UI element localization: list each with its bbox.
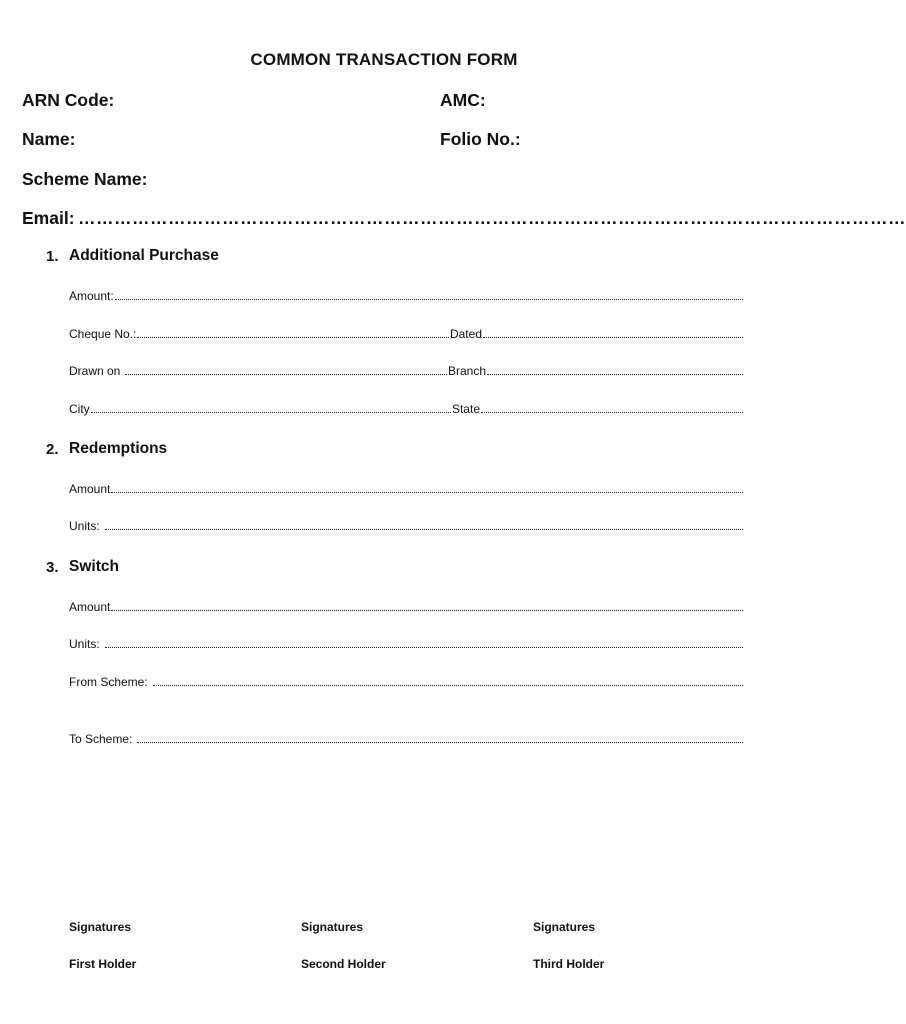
section-3-title: Switch bbox=[69, 558, 119, 575]
to-scheme-row bbox=[69, 732, 744, 748]
arn-code-label: ARN Code: bbox=[22, 90, 115, 110]
dated-label: Dated bbox=[449, 327, 482, 341]
purchase-amount-row bbox=[69, 289, 744, 305]
switch-units-row bbox=[69, 637, 744, 653]
section-2-number: 2. bbox=[46, 441, 59, 458]
scheme-name-label: Scheme Name: bbox=[22, 169, 148, 189]
redemption-units-line bbox=[105, 519, 743, 530]
dated-line bbox=[483, 327, 743, 338]
city-label: City bbox=[69, 402, 90, 416]
city-line bbox=[91, 402, 451, 413]
from-scheme-line bbox=[153, 675, 743, 686]
email-dotted-line: ………………………………………………………………………………………………………………………… bbox=[78, 208, 906, 228]
third-holder-label: Third Holder bbox=[533, 957, 605, 971]
first-holder-label: First Holder bbox=[69, 957, 137, 971]
signature-caption-1: Signatures bbox=[69, 920, 132, 934]
switch-amount-label: Amount bbox=[69, 600, 111, 614]
form-title: COMMON TRANSACTION FORM bbox=[250, 50, 518, 69]
cheque-no-label: Cheque No.: bbox=[69, 327, 137, 341]
redemption-units-row bbox=[69, 519, 744, 535]
section-3-number: 3. bbox=[46, 559, 59, 576]
switch-units-label: Units: bbox=[69, 637, 100, 651]
section-1-title: Additional Purchase bbox=[69, 247, 219, 264]
to-scheme-line bbox=[137, 732, 743, 743]
branch-line bbox=[487, 364, 743, 375]
switch-amount-row bbox=[69, 600, 744, 616]
switch-amount-line bbox=[111, 600, 743, 611]
drawn-on-line bbox=[125, 364, 447, 375]
cheque-row bbox=[69, 327, 744, 343]
redemption-amount-row bbox=[69, 482, 744, 498]
cheque-no-line bbox=[137, 327, 449, 338]
redemption-amount-line bbox=[111, 482, 743, 493]
branch-label: Branch bbox=[447, 364, 486, 378]
second-holder-label: Second Holder bbox=[301, 957, 386, 971]
from-scheme-label: From Scheme: bbox=[69, 675, 148, 689]
purchase-amount-label: Amount: bbox=[69, 289, 114, 303]
signature-caption-2: Signatures bbox=[301, 920, 364, 934]
section-2-title: Redemptions bbox=[69, 440, 168, 457]
to-scheme-label: To Scheme: bbox=[69, 732, 133, 746]
signature-caption-3: Signatures bbox=[533, 920, 596, 934]
redemption-units-label: Units: bbox=[69, 519, 100, 533]
drawn-on-row bbox=[69, 364, 744, 380]
purchase-amount-line bbox=[115, 289, 743, 300]
redemption-amount-label: Amount bbox=[69, 482, 111, 496]
name-label: Name: bbox=[22, 129, 76, 149]
from-scheme-row bbox=[69, 675, 744, 691]
folio-label: Folio No.: bbox=[440, 129, 521, 149]
email-label: Email: bbox=[22, 208, 75, 228]
state-line bbox=[481, 402, 743, 413]
drawn-on-label: Drawn on bbox=[69, 364, 121, 378]
amc-label: AMC: bbox=[440, 90, 486, 110]
city-row bbox=[69, 402, 744, 418]
section-1-number: 1. bbox=[46, 248, 59, 265]
state-label: State bbox=[451, 402, 480, 416]
switch-units-line bbox=[105, 637, 743, 648]
